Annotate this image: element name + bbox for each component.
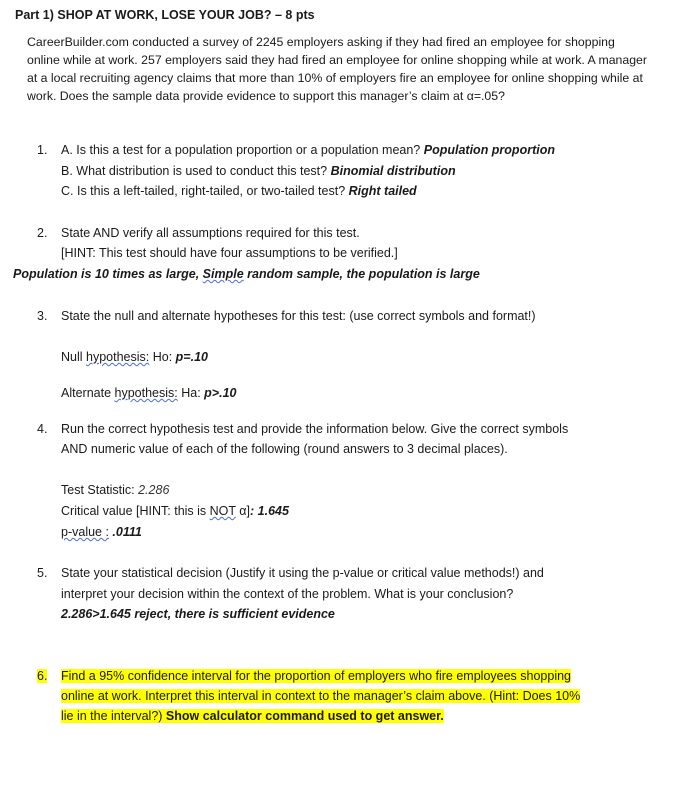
q6-line1	[61, 669, 571, 683]
q3-alt	[61, 386, 236, 400]
q4-line1: Run the correct hypothesis test and provide the information below. Give the correct symbols	[61, 422, 569, 436]
q4-ts-answer: 2.286	[138, 483, 170, 497]
q3-alt-rest: Ha:	[177, 386, 205, 400]
q4-p-value	[61, 525, 142, 539]
q4-number: 4.	[37, 422, 48, 436]
q6-line3-text: lie in the interval?)	[61, 709, 166, 723]
q3-alt-answer: p>.10	[204, 386, 237, 400]
q6-line3-bold: Show calculator command used to get answer.	[165, 709, 444, 723]
q3-null-word: Null	[61, 350, 87, 364]
q3-line: State the null and alternate hypotheses for this test: (use correct symbols and format!)	[61, 309, 536, 323]
q4-cv-label-a: Critical value [HINT: this is	[61, 504, 210, 518]
q2-answer-c: random sample, the population is large	[243, 267, 480, 281]
q5-number: 5.	[37, 566, 48, 580]
q4-test-statistic	[61, 483, 169, 497]
q1-part-b	[61, 164, 456, 178]
q3-null-link: hypothesis:	[86, 350, 150, 364]
q3-null-rest: Ho:	[149, 350, 176, 364]
q5-line2: interpret your decision within the context of the problem. What is your conclusion?	[61, 587, 514, 601]
q4-pv-answer: .0111	[108, 525, 142, 539]
q1-a-question: A. Is this a test for a population proportion or a population mean?	[61, 143, 421, 157]
q4-cv-not: NOT	[209, 504, 236, 518]
intro-paragraph: CareerBuilder.com conducted a survey of 2245 employers asking if they had fired an employee for shopping online while at work. 257 employers said they had fired an employee for online shopping while at work. A manager at a local recruiting agency claims that more than 10% of employers fire an employee for online shopping while at work. Does the sample data provide evidence to support this manager’s claim at α=.05?	[27, 35, 647, 103]
q6-line1-text: Find a 95% confidence interval for the proportion of employers who fire employees shopping	[61, 669, 572, 683]
q3-number: 3.	[37, 309, 48, 323]
q4-pv-label: p-value :	[61, 525, 109, 539]
q1-b-answer: Binomial distribution	[330, 164, 456, 178]
q2-line1: State AND verify all assumptions required for this test.	[61, 226, 360, 240]
q4-ts-label: Test Statistic:	[61, 483, 139, 497]
q3-null-answer: p=.10	[175, 350, 208, 364]
q6-line3	[61, 709, 444, 723]
q6-number	[37, 669, 47, 683]
q4-line2: AND numeric value of each of the following (round answers to 3 decimal places).	[61, 442, 508, 456]
q1-a-answer: Population proportion	[423, 143, 555, 157]
q2-number: 2.	[37, 226, 48, 240]
q6-line2	[61, 689, 580, 703]
q5-line1: State your statistical decision (Justify it using the p-value or critical value methods!) and	[61, 566, 544, 580]
q1-c-answer: Right tailed	[348, 184, 417, 198]
q4-cv-answer: : 1.645	[250, 504, 289, 518]
q4-critical-value	[61, 504, 289, 518]
q5-answer: 2.286>1.645 reject, there is sufficient evidence	[61, 607, 335, 621]
q2-answer-a: Population is 10 times as large,	[13, 267, 203, 281]
q1-part-a	[61, 143, 555, 157]
q6-line2-text: online at work. Interpret this interval in context to the manager’s claim above. (Hint: Does 10%	[61, 689, 581, 703]
q1-c-question: C. Is this a left-tailed, right-tailed, or two-tailed test?	[61, 184, 346, 198]
q1-b-question: B. What distribution is used to conduct this test?	[61, 164, 328, 178]
q3-alt-link: hypothesis:	[114, 386, 178, 400]
q2-answer	[13, 267, 480, 281]
q4-cv-label-b: α]	[235, 504, 251, 518]
q2-answer-simple: Simple	[202, 267, 244, 281]
q3-alt-word: Alternate	[61, 386, 115, 400]
q1-part-c	[61, 184, 417, 198]
page-title: Part 1) SHOP AT WORK, LOSE YOUR JOB? – 8 pts	[15, 8, 315, 22]
q6-number-text: 6.	[37, 669, 48, 683]
q3-null	[61, 350, 208, 364]
q2-hint: [HINT: This test should have four assumptions to be verified.]	[61, 246, 398, 260]
q1-number: 1.	[37, 143, 48, 157]
